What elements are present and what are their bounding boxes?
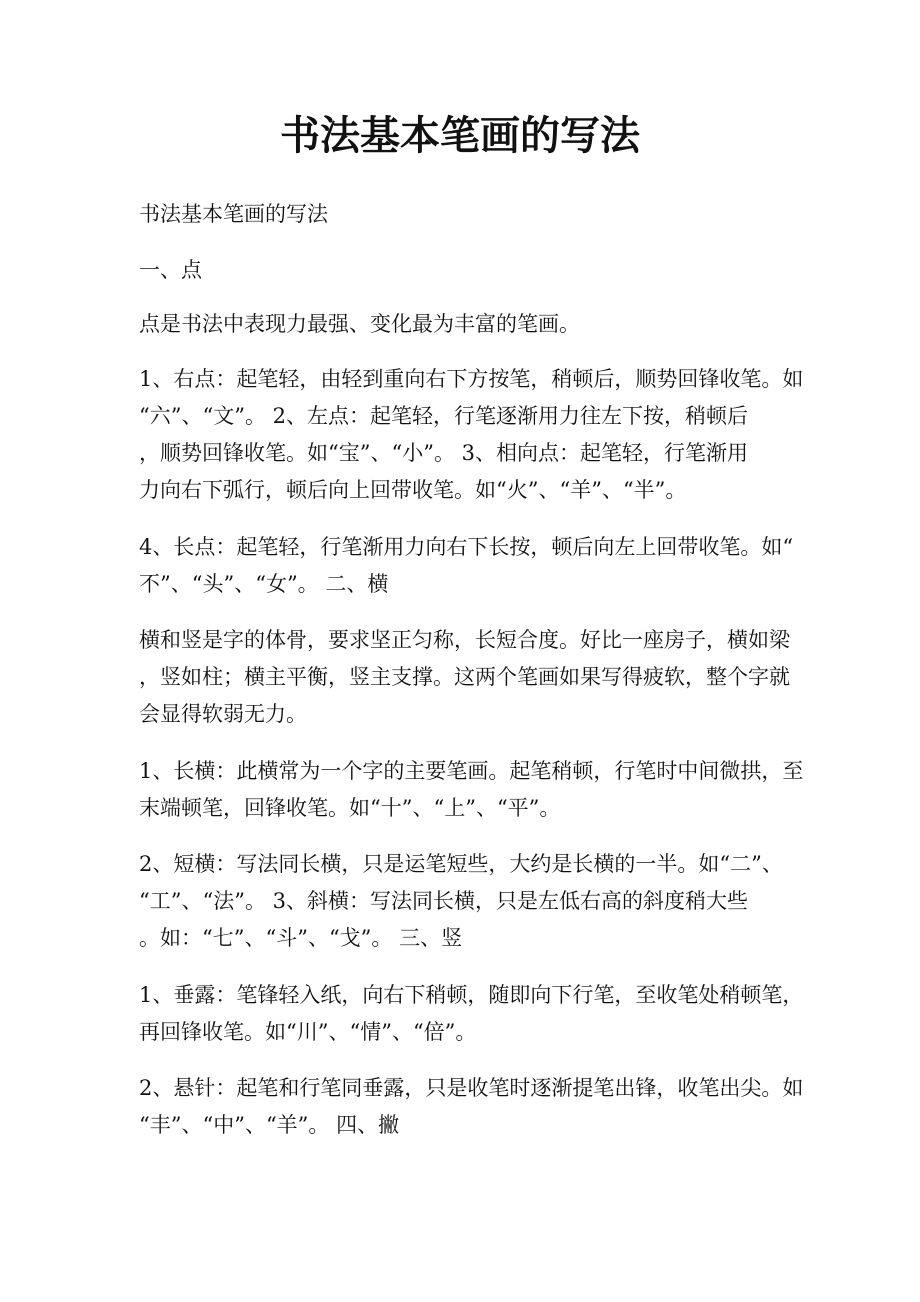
text-line: 点是书法中表现力最强、变化最为丰富的笔画。 bbox=[139, 312, 580, 336]
text-line: 会显得软弱无力。 bbox=[139, 702, 307, 726]
text-line: ，竖如柱；横主平衡，竖主支撑。这两个笔画如果写得疲软，整个字就 bbox=[139, 665, 790, 689]
paragraph-7 bbox=[139, 753, 804, 827]
text-line: 不”、“头”、“女”。 二、横 bbox=[139, 572, 389, 596]
text-line: 2、短横：写法同长横，只是运笔短些，大约是长横的一半。如“二”、 bbox=[139, 852, 783, 876]
section-heading-dot: 一、点 bbox=[139, 258, 202, 282]
paragraph-6 bbox=[139, 622, 790, 733]
text-line: “丰”、“中”、“羊”。 四、撇 bbox=[139, 1113, 400, 1137]
text-line: 4、长点：起笔轻，行笔渐用力向右下长按，顿后向左上回带收笔。如“ bbox=[139, 535, 794, 559]
text-line: 力向右下弧行，顿后向上回带收笔。如“火”、“羊”、“半”。 bbox=[139, 478, 687, 502]
text-line: ，顺势回锋收笔。如“宝”、“小”。 3、相向点：起笔轻，行笔渐用 bbox=[139, 441, 748, 465]
text-line: 横和竖是字的体骨，要求坚正匀称，长短合度。好比一座房子，横如梁 bbox=[139, 628, 790, 652]
text-line: 1、垂露：笔锋轻入纸，向右下稍顿，随即向下行笔，至收笔处稍顿笔， bbox=[139, 983, 804, 1007]
text-line: “六”、“文”。 2、左点：起笔轻，行笔逐渐用力往左下按，稍顿后 bbox=[139, 404, 748, 428]
text-line: 1、长横：此横常为一个字的主要笔画。起笔稍顿，行笔时中间微拱，至 bbox=[139, 759, 804, 783]
text-line: “工”、“法”。 3、斜横：写法同长横，只是左低右高的斜度稍大些 bbox=[139, 889, 748, 913]
text-line: 1、右点：起笔轻，由轻到重向右下方按笔，稍顿后，顺势回锋收笔。如 bbox=[139, 367, 804, 391]
paragraph-5 bbox=[139, 529, 794, 603]
text-line: 2、悬针：起笔和行笔同垂露，只是收笔时逐渐提笔出锋，收笔出尖。如 bbox=[139, 1076, 804, 1100]
paragraph-8 bbox=[139, 846, 784, 957]
paragraph-3 bbox=[139, 306, 784, 343]
paragraph-2 bbox=[139, 252, 784, 289]
paragraph-1 bbox=[139, 196, 784, 233]
paragraph-10 bbox=[139, 1070, 804, 1144]
text-line: 末端顿笔，回锋收笔。如“十”、“上”、“平”。 bbox=[139, 796, 561, 820]
text-line: 再回锋收笔。如“川”、“情”、“倍”。 bbox=[139, 1020, 477, 1044]
paragraph-9 bbox=[139, 977, 804, 1051]
paragraph-4 bbox=[139, 361, 804, 509]
document-title: 书法基本笔画的写法 bbox=[280, 112, 640, 159]
text-line: 书法基本笔画的写法 bbox=[139, 202, 328, 226]
text-line: 。如：“七”、“斗”、“戈”。 三、竖 bbox=[139, 926, 463, 950]
